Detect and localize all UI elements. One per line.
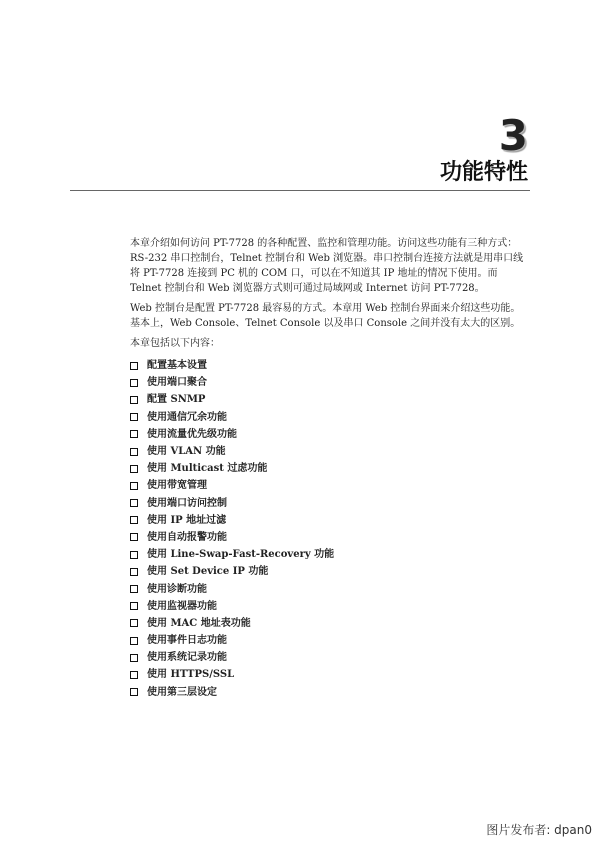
list-item-label: 使用自动报警功能	[147, 531, 227, 543]
intro-paragraph: 本章介绍如何访问 PT-7728 的各种配置、监控和管理功能。访问这些功能有三种方式：RS-232 串口控制台，Telnet 控制台和 Web 浏览器。串口控制台连接方法就是用串口线将 PT-7728 连接到 PC 机的 COM 口，可以在不知道其 IP 地址的情况下使用。而 Telnet 控制台和 Web 浏览器方式则可通过局域网或 Internet 访问 PT-7728。	[130, 238, 524, 294]
checkbox-bullet-icon	[130, 516, 138, 524]
list-item-label: 使用流量优先级功能	[147, 428, 237, 440]
list-item	[130, 649, 530, 666]
checkbox-bullet-icon	[130, 637, 138, 645]
list-item	[130, 460, 530, 477]
checkbox-bullet-icon	[130, 551, 138, 559]
list-item-label: 使用端口访问控制	[147, 497, 227, 509]
list-item-label: 使用 MAC 地址表功能	[147, 617, 251, 629]
list-item-label: 使用事件日志功能	[147, 635, 227, 647]
chapter-number: 3	[498, 111, 528, 160]
checkbox-bullet-icon	[130, 482, 138, 490]
list-item	[130, 684, 530, 701]
chapter-title: 功能特性	[439, 160, 528, 185]
chapter-body	[130, 236, 530, 701]
list-item-label: 使用 Line-Swap-Fast-Recovery 功能	[147, 549, 335, 561]
contents-list	[130, 357, 530, 701]
list-item	[130, 632, 530, 649]
list-item	[130, 580, 530, 597]
checkbox-bullet-icon	[130, 568, 138, 576]
contents-label: 本章包括以下内容：	[130, 338, 220, 349]
checkbox-bullet-icon	[130, 602, 138, 610]
checkbox-bullet-icon	[130, 413, 138, 421]
list-item-label: 配置 SNMP	[147, 394, 206, 406]
checkbox-bullet-icon	[130, 379, 138, 387]
list-item-label: 使用 VLAN 功能	[147, 446, 226, 458]
list-item	[130, 443, 530, 460]
list-item-label: 使用监视器功能	[147, 600, 217, 612]
list-item-label: 配置基本设置	[147, 360, 207, 372]
checkbox-bullet-icon	[130, 671, 138, 679]
list-item-label: 使用带宽管理	[147, 480, 207, 492]
list-item	[130, 409, 530, 426]
checkbox-bullet-icon	[130, 533, 138, 541]
checkbox-bullet-icon	[130, 448, 138, 456]
list-item-label: 使用 Multicast 过虑功能	[147, 463, 268, 475]
list-item-label: 使用系统记录功能	[147, 652, 227, 664]
checkbox-bullet-icon	[130, 499, 138, 507]
checkbox-bullet-icon	[130, 362, 138, 370]
list-item	[130, 357, 530, 374]
list-item	[130, 529, 530, 546]
title-divider	[70, 190, 530, 191]
publisher-watermark: 图片发布者: dpan0	[486, 823, 592, 837]
list-item	[130, 666, 530, 683]
list-item	[130, 563, 530, 580]
list-item	[130, 598, 530, 615]
list-item	[130, 477, 530, 494]
checkbox-bullet-icon	[130, 619, 138, 627]
list-item	[130, 615, 530, 632]
list-item	[130, 391, 530, 408]
checkbox-bullet-icon	[130, 688, 138, 696]
checkbox-bullet-icon	[130, 396, 138, 404]
list-item-label: 使用 HTTPS/SSL	[147, 669, 235, 681]
list-item	[130, 495, 530, 512]
list-item-label: 使用诊断功能	[147, 583, 207, 595]
list-item-label: 使用第三层设定	[147, 686, 217, 698]
checkbox-bullet-icon	[130, 585, 138, 593]
list-item	[130, 374, 530, 391]
list-item-label: 使用 IP 地址过滤	[147, 514, 227, 526]
list-item	[130, 512, 530, 529]
list-item-label: 使用通信冗余功能	[147, 411, 227, 423]
list-item	[130, 546, 530, 563]
checkbox-bullet-icon	[130, 430, 138, 438]
checkbox-bullet-icon	[130, 654, 138, 662]
checkbox-bullet-icon	[130, 465, 138, 473]
list-item-label: 使用 Set Device IP 功能	[147, 566, 269, 578]
list-item	[130, 426, 530, 443]
intro-paragraph: Web 控制台是配置 PT-7728 最容易的方式。本章用 Web 控制台界面来介绍这些功能。基本上，Web Console、Telnet Console 以及串口 Console 之间并没有太大的区别。	[130, 303, 521, 329]
list-item-label: 使用端口聚合	[147, 377, 207, 389]
